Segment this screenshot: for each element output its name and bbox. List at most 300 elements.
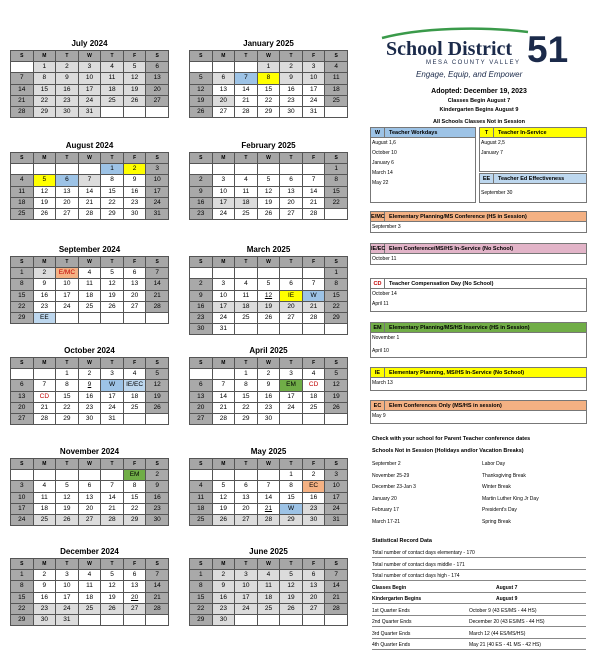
month-oct24: [10, 345, 169, 425]
day-cell: EM: [123, 470, 146, 481]
weekday-header: M: [212, 51, 235, 62]
day-cell: 15: [101, 186, 124, 197]
day-cell: 20: [190, 402, 213, 413]
kinder-begin: Kindergarten Begins August 9: [439, 107, 519, 113]
day-cell: 14: [146, 279, 169, 290]
day-cell: [212, 369, 235, 380]
day-cell: 6: [11, 380, 34, 391]
day-cell: 26: [56, 514, 79, 525]
day-cell: 11: [78, 581, 101, 592]
day-cell: 13: [56, 186, 79, 197]
weekday-header: M: [212, 153, 235, 164]
day-cell: 25: [257, 603, 280, 614]
day-cell: 3: [235, 570, 258, 581]
day-cell: [146, 413, 169, 424]
legend-workdays: [370, 127, 476, 203]
month-nov24: [10, 446, 169, 526]
weekday-header: T: [101, 153, 124, 164]
day-cell: 28: [257, 514, 280, 525]
quarter-label: 3rd Quarter Ends: [372, 630, 411, 637]
day-cell: 14: [325, 581, 348, 592]
day-cell: [190, 62, 213, 73]
weekday-header: F: [123, 257, 146, 268]
day-cell: [123, 106, 146, 117]
day-cell: 25: [33, 514, 56, 525]
day-cell: [190, 369, 213, 380]
day-cell: 6: [56, 175, 79, 186]
day-cell: 20: [280, 301, 303, 312]
month-title: November 2024: [59, 447, 120, 456]
day-cell: 17: [78, 84, 101, 95]
quarter-row: [372, 606, 586, 616]
day-cell: 5: [101, 570, 124, 581]
day-cell: 12: [257, 290, 280, 301]
day-cell: [56, 470, 79, 481]
day-cell: 31: [101, 413, 124, 424]
day-cell: 24: [325, 503, 348, 514]
day-cell: [78, 312, 101, 323]
weekday-header: S: [146, 257, 169, 268]
day-cell: [257, 324, 280, 335]
stat-row: Total number of contact days middle - 171: [372, 560, 586, 570]
day-cell: 5: [101, 268, 124, 279]
weekday-header: S: [11, 559, 34, 570]
weekday-header: T: [56, 257, 79, 268]
day-cell: 18: [78, 290, 101, 301]
day-cell: 28: [302, 208, 325, 219]
month-title: July 2024: [71, 39, 108, 48]
day-cell: 5: [56, 481, 79, 492]
day-cell: 25: [123, 402, 146, 413]
holidays-title: Schools Not in Session (Holidays and/or Vacation Breaks): [372, 448, 524, 454]
logo-tagline: Engage, Equip, and Empower: [416, 70, 523, 79]
legend-date: August 1,6: [372, 140, 396, 146]
day-cell: 15: [123, 492, 146, 503]
holiday-name: Labor Day: [482, 461, 506, 467]
day-cell: [101, 312, 124, 323]
day-cell: 9: [280, 73, 303, 84]
day-cell: EC: [302, 481, 325, 492]
calendar-grid: [10, 50, 169, 118]
day-cell: 10: [56, 279, 79, 290]
day-cell: 21: [101, 503, 124, 514]
day-cell: 26: [325, 402, 348, 413]
day-cell: [302, 164, 325, 175]
legend-code: W: [371, 128, 385, 138]
day-cell: 15: [11, 592, 34, 603]
weekday-header: S: [146, 358, 169, 369]
month-title: December 2024: [60, 547, 119, 556]
day-cell: 8: [33, 73, 56, 84]
day-cell: 14: [212, 391, 235, 402]
day-cell: 19: [101, 290, 124, 301]
day-cell: 7: [146, 570, 169, 581]
day-cell: [56, 312, 79, 323]
weekday-header: F: [302, 358, 325, 369]
day-cell: 30: [302, 514, 325, 525]
day-cell: 22: [257, 95, 280, 106]
day-cell: 21: [146, 290, 169, 301]
day-cell: 26: [257, 312, 280, 323]
weekday-header: S: [325, 358, 348, 369]
weekday-header: S: [190, 257, 213, 268]
day-cell: 9: [56, 73, 79, 84]
calendar-grid: [189, 458, 348, 526]
day-cell: 24: [235, 603, 258, 614]
day-cell: 1: [101, 164, 124, 175]
day-cell: [78, 164, 101, 175]
day-cell: 19: [56, 503, 79, 514]
weekday-header: S: [190, 358, 213, 369]
day-cell: 1: [325, 268, 348, 279]
day-cell: 10: [78, 73, 101, 84]
day-cell: 31: [78, 106, 101, 117]
day-cell: 19: [257, 301, 280, 312]
stats-title: Statistical Record Data: [372, 538, 432, 544]
calendar-grid: [10, 558, 169, 626]
day-cell: 20: [11, 402, 34, 413]
holiday-date: February 17: [372, 507, 399, 514]
day-cell: 6: [235, 481, 258, 492]
day-cell: 16: [302, 492, 325, 503]
weekday-header: M: [212, 459, 235, 470]
day-cell: 1: [11, 268, 34, 279]
weekday-header: T: [280, 559, 303, 570]
month-aug24: [10, 140, 169, 220]
weekday-header: M: [212, 257, 235, 268]
weekday-header: F: [123, 51, 146, 62]
day-cell: [235, 62, 258, 73]
calendar-grid: [189, 256, 348, 335]
day-cell: 16: [33, 290, 56, 301]
day-cell: 10: [11, 492, 34, 503]
day-cell: 19: [123, 84, 146, 95]
day-cell: 13: [302, 581, 325, 592]
day-cell: 4: [101, 62, 124, 73]
day-cell: 12: [146, 380, 169, 391]
day-cell: 4: [235, 175, 258, 186]
day-cell: EM: [280, 380, 303, 391]
weekday-header: T: [280, 153, 303, 164]
day-cell: 17: [280, 391, 303, 402]
month-may25: [189, 446, 348, 526]
month-title: January 2025: [243, 39, 294, 48]
day-cell: 23: [190, 208, 213, 219]
day-cell: [325, 324, 348, 335]
day-cell: 25: [11, 208, 34, 219]
holiday-date: March 17-21: [372, 519, 401, 525]
day-cell: 6: [78, 481, 101, 492]
day-cell: 9: [190, 290, 213, 301]
quarter-date: March 12 (44 ES/MS/HS): [469, 630, 526, 637]
day-cell: 11: [235, 290, 258, 301]
begin-row: [372, 594, 586, 604]
weekday-header: W: [257, 358, 280, 369]
day-cell: 9: [212, 581, 235, 592]
day-cell: 18: [101, 84, 124, 95]
weekday-header: S: [146, 51, 169, 62]
day-cell: 12: [101, 279, 124, 290]
day-cell: 7: [11, 73, 34, 84]
day-cell: 25: [101, 95, 124, 106]
legend-ec: [370, 400, 587, 424]
day-cell: 10: [146, 175, 169, 186]
day-cell: 23: [33, 301, 56, 312]
day-cell: IE/EC: [123, 380, 146, 391]
day-cell: 17: [146, 186, 169, 197]
day-cell: 23: [280, 95, 303, 106]
day-cell: [101, 106, 124, 117]
day-cell: 7: [101, 481, 124, 492]
legend-title: Teacher In-Service: [498, 130, 547, 136]
legend-title: Elementary Planning, MS/HS In-Service (No School): [389, 370, 525, 376]
weekday-header: T: [235, 559, 258, 570]
day-cell: 14: [11, 84, 34, 95]
day-cell: [146, 106, 169, 117]
day-cell: 17: [212, 197, 235, 208]
day-cell: 29: [101, 208, 124, 219]
day-cell: [212, 164, 235, 175]
day-cell: 30: [33, 614, 56, 625]
day-cell: 29: [11, 312, 34, 323]
day-cell: 22: [190, 603, 213, 614]
day-cell: 11: [257, 581, 280, 592]
day-cell: 22: [325, 197, 348, 208]
holiday-row: [372, 461, 586, 467]
day-cell: 27: [123, 603, 146, 614]
weekday-header: M: [33, 559, 56, 570]
day-cell: 14: [302, 186, 325, 197]
legend-date: May 22: [372, 180, 389, 186]
day-cell: 30: [212, 614, 235, 625]
day-cell: 25: [302, 402, 325, 413]
month-dec24: [10, 546, 169, 626]
day-cell: 9: [123, 175, 146, 186]
day-cell: 10: [235, 581, 258, 592]
weekday-header: W: [78, 358, 101, 369]
day-cell: 24: [212, 208, 235, 219]
day-cell: 14: [78, 186, 101, 197]
day-cell: 29: [11, 614, 34, 625]
day-cell: 1: [235, 369, 258, 380]
day-cell: [212, 62, 235, 73]
day-cell: 6: [190, 380, 213, 391]
day-cell: EE: [33, 312, 56, 323]
day-cell: 8: [11, 581, 34, 592]
holiday-name: Thanksgiving Break: [482, 472, 526, 479]
day-cell: 19: [212, 503, 235, 514]
day-cell: [302, 324, 325, 335]
day-cell: 28: [325, 603, 348, 614]
day-cell: [101, 470, 124, 481]
weekday-header: T: [235, 257, 258, 268]
day-cell: 1: [190, 570, 213, 581]
day-cell: 31: [212, 324, 235, 335]
day-cell: 15: [325, 290, 348, 301]
day-cell: 1: [257, 62, 280, 73]
day-cell: 3: [212, 279, 235, 290]
day-cell: 29: [280, 514, 303, 525]
month-title: May 2025: [250, 447, 287, 456]
day-cell: 17: [11, 503, 34, 514]
day-cell: 19: [101, 592, 124, 603]
weekday-header: F: [302, 257, 325, 268]
day-cell: [101, 614, 124, 625]
day-cell: 15: [56, 391, 79, 402]
day-cell: 2: [190, 279, 213, 290]
day-cell: 11: [190, 492, 213, 503]
day-cell: 8: [190, 581, 213, 592]
day-cell: [190, 470, 213, 481]
day-cell: 20: [212, 95, 235, 106]
day-cell: 31: [56, 614, 79, 625]
day-cell: 28: [302, 312, 325, 323]
day-cell: 27: [235, 514, 258, 525]
quarter-label: 1st Quarter Ends: [372, 607, 410, 614]
day-cell: 2: [33, 268, 56, 279]
day-cell: 6: [123, 268, 146, 279]
legend-code: EM: [371, 323, 385, 333]
month-title: October 2024: [64, 346, 115, 355]
day-cell: 13: [123, 279, 146, 290]
holiday-date: September 2: [372, 461, 401, 467]
weekday-header: F: [302, 459, 325, 470]
logo-number: 51: [527, 29, 569, 70]
day-cell: [257, 164, 280, 175]
day-cell: 22: [11, 301, 34, 312]
day-cell: 14: [146, 581, 169, 592]
day-cell: 15: [325, 186, 348, 197]
day-cell: 5: [257, 175, 280, 186]
day-cell: [33, 470, 56, 481]
day-cell: 24: [101, 402, 124, 413]
day-cell: 15: [257, 84, 280, 95]
month-jan25: [189, 38, 348, 118]
day-cell: 13: [146, 73, 169, 84]
day-cell: 26: [101, 603, 124, 614]
day-cell: 20: [123, 290, 146, 301]
day-cell: 23: [33, 603, 56, 614]
legend-ieec: [370, 243, 587, 265]
day-cell: 27: [146, 95, 169, 106]
day-cell: 21: [302, 197, 325, 208]
day-cell: [280, 268, 303, 279]
day-cell: 20: [302, 592, 325, 603]
day-cell: 12: [212, 492, 235, 503]
day-cell: 5: [257, 279, 280, 290]
day-cell: 7: [212, 380, 235, 391]
day-cell: 17: [56, 592, 79, 603]
stat-row: Total number of contact days elementary - 170: [372, 548, 586, 558]
weekday-header: T: [235, 459, 258, 470]
day-cell: 29: [190, 614, 213, 625]
legend-title: Teacher Compensation Day (No School): [389, 281, 494, 287]
day-cell: [235, 614, 258, 625]
day-cell: 14: [101, 492, 124, 503]
legend-emc: [370, 211, 587, 233]
day-cell: 31: [146, 208, 169, 219]
day-cell: 28: [78, 208, 101, 219]
legend-date: October 14: [372, 291, 397, 297]
legend-ed-effectiveness: [479, 173, 587, 203]
day-cell: 28: [33, 413, 56, 424]
weekday-header: S: [190, 153, 213, 164]
calendar-grid: [189, 558, 348, 626]
month-title: April 2025: [249, 346, 288, 355]
day-cell: [257, 470, 280, 481]
day-cell: 3: [325, 470, 348, 481]
day-cell: 27: [212, 106, 235, 117]
day-cell: IE: [280, 290, 303, 301]
day-cell: [280, 324, 303, 335]
day-cell: 23: [56, 95, 79, 106]
weekday-header: M: [212, 559, 235, 570]
legend-code: IE/EC: [371, 246, 386, 252]
day-cell: 11: [11, 186, 34, 197]
day-cell: [235, 324, 258, 335]
day-cell: [325, 413, 348, 424]
legend-date: September 30: [481, 190, 513, 196]
weekday-header: S: [325, 559, 348, 570]
day-cell: 2: [123, 164, 146, 175]
day-cell: 9: [78, 380, 101, 391]
day-cell: 8: [101, 175, 124, 186]
day-cell: 14: [235, 84, 258, 95]
day-cell: 24: [56, 603, 79, 614]
day-cell: 3: [280, 369, 303, 380]
day-cell: 11: [101, 73, 124, 84]
day-cell: 17: [235, 592, 258, 603]
day-cell: 17: [56, 290, 79, 301]
day-cell: 4: [78, 268, 101, 279]
day-cell: 20: [280, 197, 303, 208]
day-cell: 29: [33, 106, 56, 117]
quarter-row: [372, 640, 586, 650]
day-cell: [11, 369, 34, 380]
weekday-header: T: [280, 51, 303, 62]
legend-date: April 10: [372, 348, 389, 354]
day-cell: 21: [257, 503, 280, 514]
weekday-header: M: [33, 257, 56, 268]
day-cell: 30: [56, 106, 79, 117]
weekday-header: W: [78, 51, 101, 62]
legend-date: October 10: [372, 150, 397, 156]
month-title: March 2025: [246, 245, 291, 254]
day-cell: 14: [257, 492, 280, 503]
day-cell: 20: [78, 503, 101, 514]
weekday-header: W: [257, 257, 280, 268]
day-cell: 2: [56, 62, 79, 73]
day-cell: 16: [78, 391, 101, 402]
day-cell: [78, 470, 101, 481]
day-cell: 4: [11, 175, 34, 186]
day-cell: 18: [325, 84, 348, 95]
legend-em: [370, 322, 587, 358]
weekday-header: W: [78, 257, 101, 268]
weekday-header: F: [302, 559, 325, 570]
begin-date: August 9: [496, 596, 518, 602]
legend-date: September 3: [372, 224, 401, 230]
day-cell: 24: [302, 95, 325, 106]
day-cell: 9: [33, 279, 56, 290]
legend-code: CD: [371, 279, 385, 289]
day-cell: 27: [56, 208, 79, 219]
day-cell: 3: [11, 481, 34, 492]
begin-label: Kindergarten Begins: [372, 596, 422, 602]
day-cell: 16: [212, 592, 235, 603]
day-cell: [280, 413, 303, 424]
day-cell: 5: [123, 62, 146, 73]
